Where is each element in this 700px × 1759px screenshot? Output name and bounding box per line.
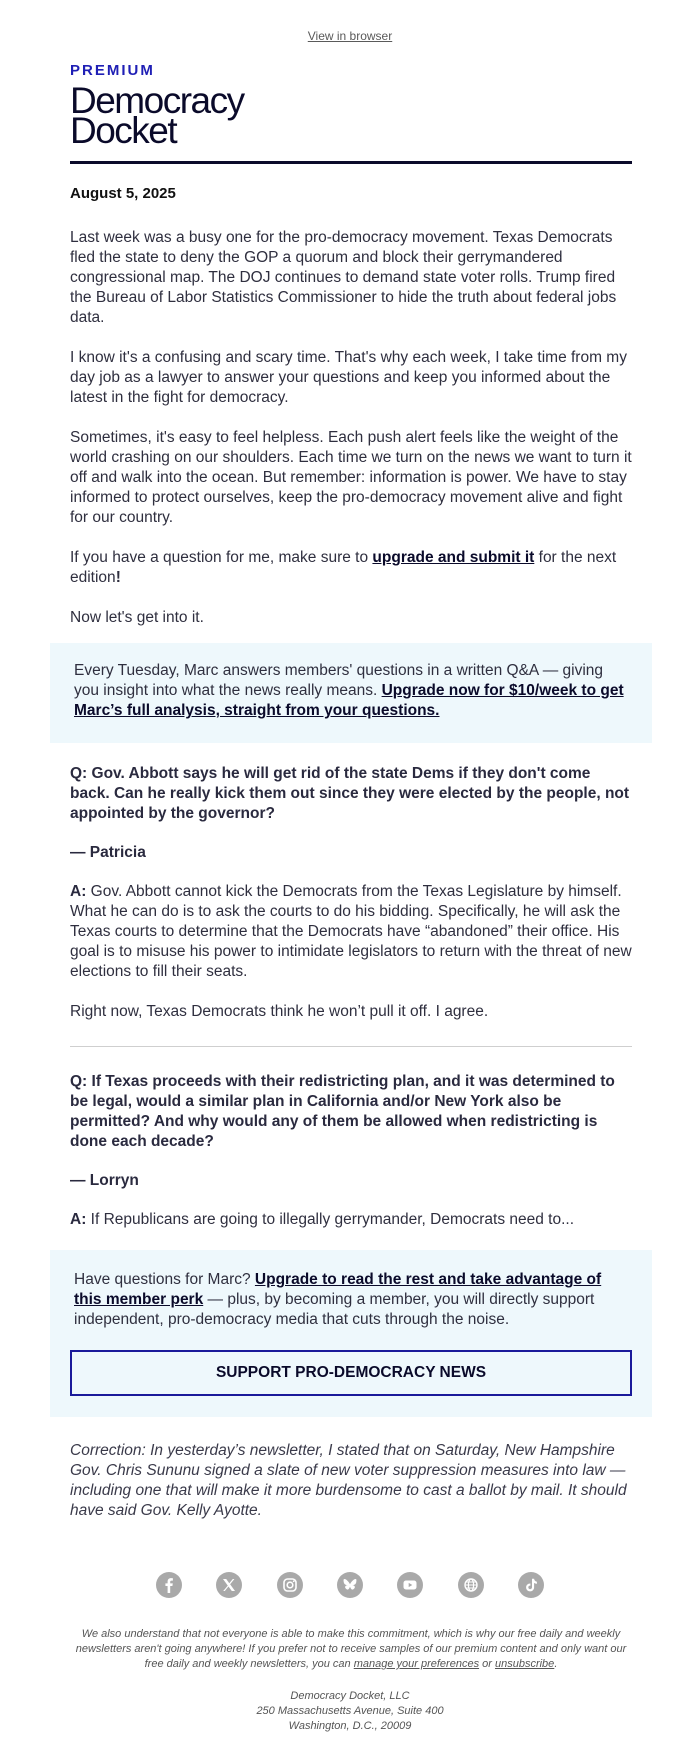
qa-item-1 xyxy=(70,764,632,1042)
intro-paragraph-5: Now let's get into it. xyxy=(70,609,204,626)
company-address xyxy=(0,1689,700,1734)
intro-paragraph-2: I know it's a confusing and scary time. That's why each week, I take time from my day job as a lawyer to answer your questions and keep you informed about the latest in the fight for democracy. xyxy=(70,349,627,406)
intro-p4-text-after: for the next edition xyxy=(70,549,617,586)
answer-label-1: A: xyxy=(70,883,87,900)
premium-label: PREMIUM xyxy=(70,62,155,79)
answer-text-1: Gov. Abbott cannot kick the Democrats from the Texas Legislature by himself. What he can do is to ask the courts to do his bidding. Specifically, he will ask the Texas courts to determine that the Democrats have “abandoned” their office. His goal is to misuse his power to intimidate legislators to return with the threat of new elections to fill their seats. xyxy=(70,883,632,980)
answer-text-2: If Republicans are going to illegally gerrymander, Democrats need to... xyxy=(86,1211,575,1228)
qa-callout xyxy=(50,643,652,743)
company-name: Democracy Docket, LLC xyxy=(290,1690,410,1702)
website-icon[interactable] xyxy=(458,1572,484,1598)
brand-name-line2: Docket xyxy=(70,110,177,151)
correction-note: Correction: In yesterday’s newsletter, I stated that on Saturday, New Hampshire Gov. Chris Sununu signed a slate of new voter suppression measures into law — including one that will make it more burdensome to cast a ballot by mail. It should have said Gov. Kelly Ayotte. xyxy=(70,1442,627,1519)
footer-or: or xyxy=(479,1658,495,1670)
intro-p4-bang: ! xyxy=(115,569,121,586)
answer-label-2: A: xyxy=(70,1211,87,1228)
instagram-icon[interactable] xyxy=(277,1572,303,1598)
member-perk-callout xyxy=(50,1250,652,1417)
upgrade-submit-link[interactable]: upgrade and submit it xyxy=(372,549,535,566)
x-icon[interactable] xyxy=(216,1572,242,1598)
issue-date: August 5, 2025 xyxy=(70,185,176,202)
facebook-icon[interactable] xyxy=(156,1572,182,1598)
upgrade-now-link[interactable]: Upgrade now for $10/week to get Marc’s full analysis, straight from your questions. xyxy=(74,682,624,719)
manage-preferences-link[interactable]: manage your preferences xyxy=(353,1658,480,1670)
footer-note xyxy=(70,1627,632,1672)
callout-text: Every Tuesday, Marc answers members' questions in a written Q&A — giving you insight into what the news really means. xyxy=(74,662,604,699)
intro-paragraph-3: Sometimes, it's easy to feel helpless. Each push alert feels like the weight of the world crashing on our shoulders. Each time we turn on the news we want to turn it off and walk into the ocean. But remember: information is power. We have to stay informed to protect ourselves, keep the pro-democracy movement alive and fight for our country. xyxy=(70,429,632,526)
intro-section xyxy=(70,184,632,648)
intro-paragraph-1: Last week was a busy one for the pro-democracy movement. Texas Democrats fled the state to deny the GOP a quorum and block their gerrymandered congressional map. The DOJ continues to demand state voter rolls. Trump fired the Bureau of Labor Statistics Commissioner to hide the truth about federal jobs data. xyxy=(70,229,617,326)
question-2: Q: If Texas proceeds with their redistricting plan, and it was determined to be legal, would a similar plan in California and/or New York also be permitted? And why would any of them be allowed when redistricting is done each decade? xyxy=(70,1073,615,1150)
answer-1 xyxy=(70,882,632,982)
youtube-icon[interactable] xyxy=(397,1572,423,1598)
support-news-button[interactable]: SUPPORT PRO-DEMOCRACY NEWS xyxy=(70,1350,632,1396)
answer-1-followup: Right now, Texas Democrats think he won’t pull it off. I agree. xyxy=(70,1003,489,1020)
answer-2 xyxy=(70,1210,632,1230)
header-divider xyxy=(70,161,632,164)
address-line-1: 250 Massachusetts Avenue, Suite 400 xyxy=(256,1705,444,1717)
perk-text-before: Have questions for Marc? xyxy=(74,1271,255,1288)
address-line-2: Washington, D.C., 20009 xyxy=(288,1720,412,1732)
question-1: Q: Gov. Abbott says he will get rid of the state Dems if they don't come back. Can he really kick them out since they were elected by the people, not appointed by the governor? xyxy=(70,765,630,822)
qa-item-2 xyxy=(70,1072,632,1250)
perk-text-after: — plus, by becoming a member, you will directly support independent, pro-democracy media that cuts through the noise. xyxy=(74,1291,595,1328)
footer-note-text: We also understand that not everyone is able to make this commitment, which is why our free daily and weekly newsletters aren't going anywhere! If you prefer not to receive samples of our premium content and only want our free daily and weekly newsletters, you can xyxy=(75,1628,627,1670)
bluesky-icon[interactable] xyxy=(337,1572,363,1598)
qa-divider xyxy=(70,1046,632,1047)
intro-paragraph-4 xyxy=(70,548,632,588)
unsubscribe-link[interactable]: unsubscribe xyxy=(494,1658,555,1670)
brand-name xyxy=(70,80,244,151)
footer-period: . xyxy=(554,1658,558,1670)
intro-p4-text: If you have a question for me, make sure to xyxy=(70,549,373,566)
asker-2: — Lorryn xyxy=(70,1172,139,1189)
brand-name-line1: Democracy xyxy=(70,80,244,121)
brand-logo[interactable] xyxy=(70,62,244,151)
asker-1: — Patricia xyxy=(70,844,146,861)
tiktok-icon[interactable] xyxy=(518,1572,544,1598)
social-links xyxy=(0,1572,700,1598)
view-in-browser-link[interactable]: View in browser xyxy=(307,29,393,43)
view-in-browser xyxy=(0,29,700,43)
upgrade-read-rest-link[interactable]: Upgrade to read the rest and take advantage of this member perk xyxy=(74,1271,602,1308)
